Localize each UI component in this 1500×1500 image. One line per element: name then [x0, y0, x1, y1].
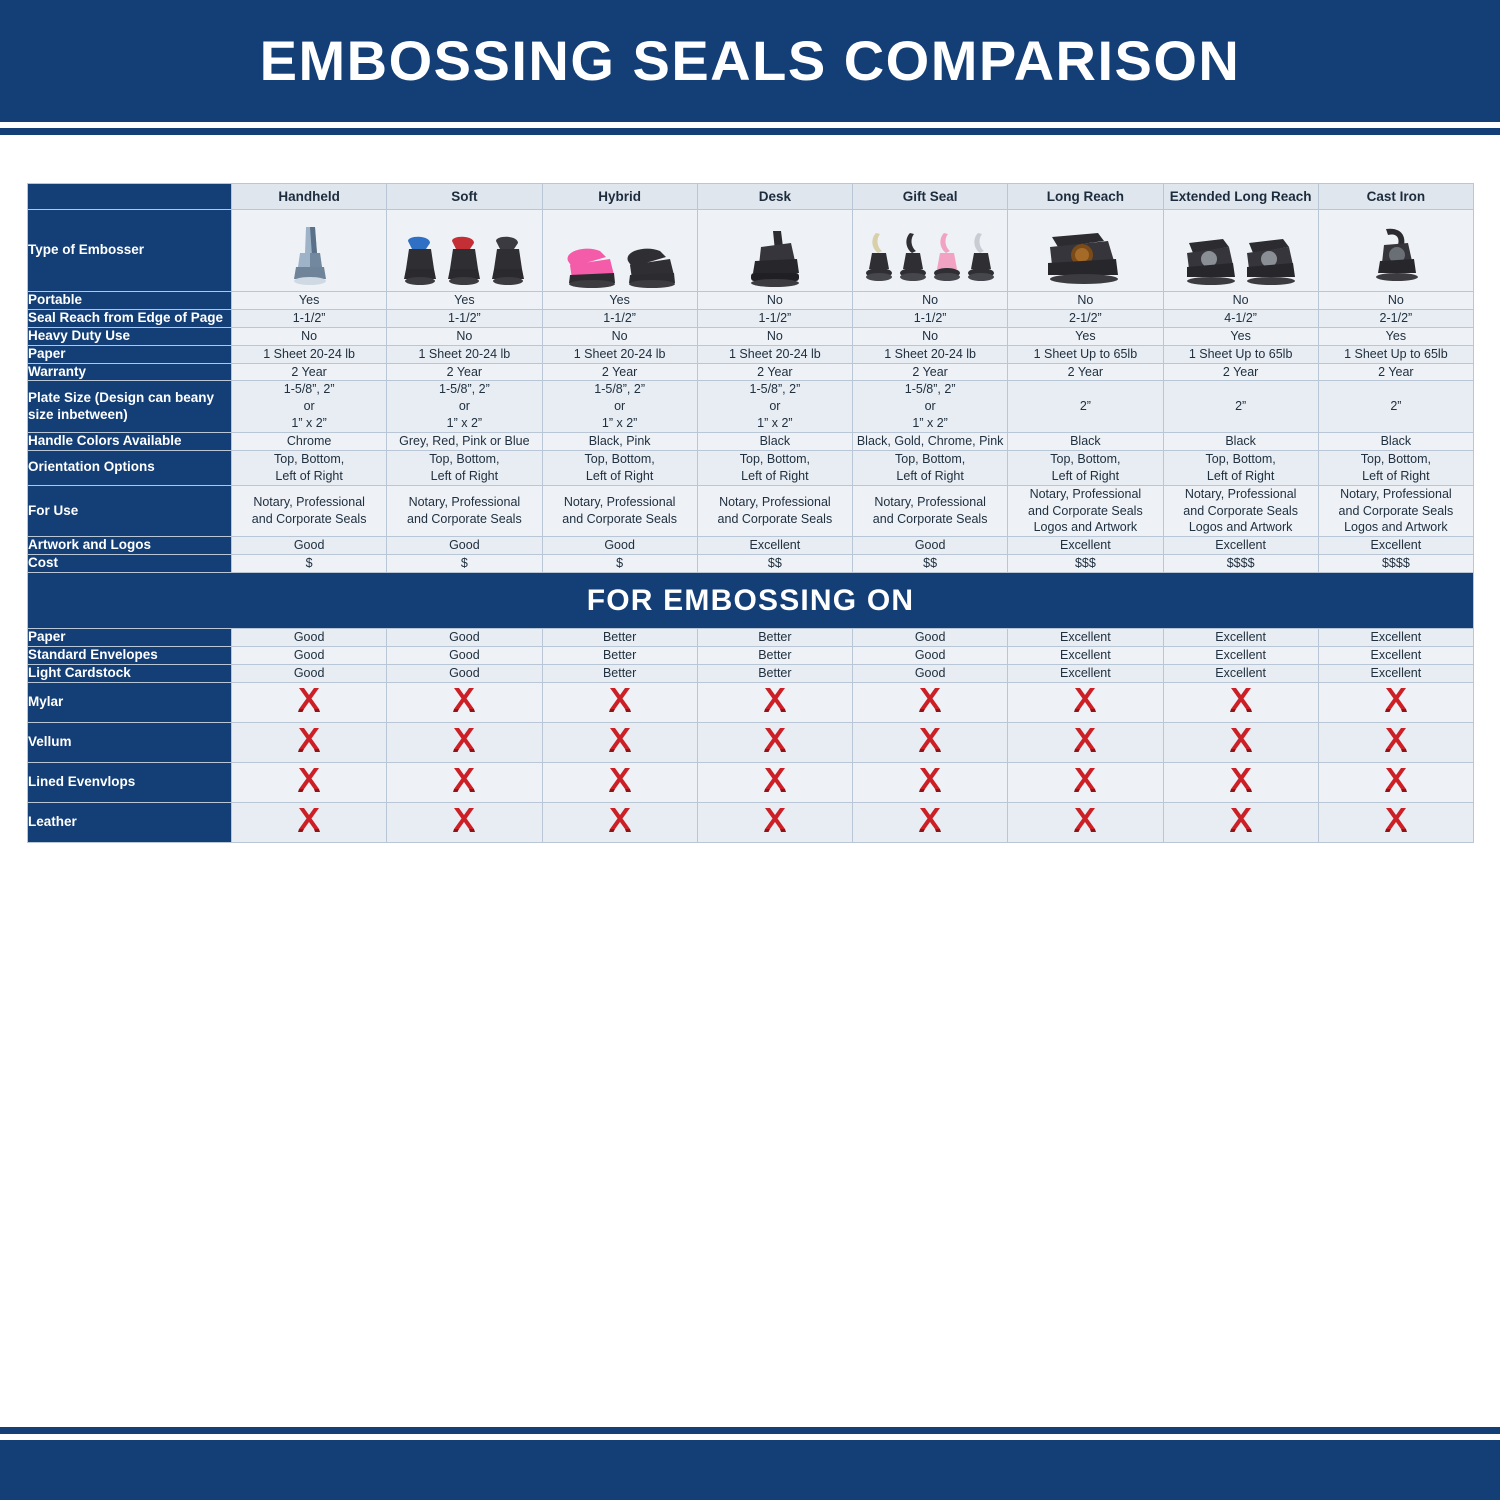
table-row — [28, 485, 1474, 537]
row-label: Mylar — [28, 682, 232, 722]
embosser-image-cell — [1318, 210, 1473, 292]
data-cell: Excellent — [1008, 537, 1163, 555]
embosser-image-cell — [1008, 210, 1163, 292]
x-mark-icon — [1072, 767, 1098, 793]
not-supported-cell — [853, 722, 1008, 762]
x-mark-icon — [1072, 727, 1098, 753]
x-mark-icon — [451, 727, 477, 753]
not-supported-cell — [1318, 722, 1473, 762]
data-cell: Top, Bottom, Left of Right — [697, 450, 852, 485]
data-cell: 1 Sheet 20-24 lb — [542, 345, 697, 363]
data-cell: Yes — [232, 292, 387, 310]
row-label: Portable — [28, 292, 232, 310]
x-mark-icon — [296, 807, 322, 833]
data-cell: 2 Year — [1318, 363, 1473, 381]
data-cell: 1-1/2” — [697, 309, 852, 327]
table-row — [28, 555, 1474, 573]
data-cell: No — [697, 327, 852, 345]
data-cell: Good — [387, 629, 542, 647]
row-label: Light Cardstock — [28, 664, 232, 682]
data-cell: $ — [387, 555, 542, 573]
data-cell: Notary, Professional and Corporate Seals — [232, 485, 387, 537]
cast-iron-embosser-illustration — [1319, 213, 1473, 289]
x-mark-icon — [1072, 807, 1098, 833]
data-cell: 2” — [1163, 381, 1318, 433]
x-mark-icon — [1228, 687, 1254, 713]
embosser-image-cell — [853, 210, 1008, 292]
data-cell: Top, Bottom, Left of Right — [1163, 450, 1318, 485]
not-supported-cell — [697, 762, 852, 802]
table-row — [28, 381, 1474, 433]
table-row — [28, 664, 1474, 682]
data-cell: Good — [853, 537, 1008, 555]
data-cell: 2 Year — [232, 363, 387, 381]
data-cell: 2” — [1318, 381, 1473, 433]
data-cell: Excellent — [1318, 664, 1473, 682]
data-cell: Notary, Professional and Corporate Seals — [853, 485, 1008, 537]
row-label: For Use — [28, 485, 232, 537]
footer-divider — [0, 1427, 1500, 1434]
data-cell: Top, Bottom, Left of Right — [232, 450, 387, 485]
data-cell: 1 Sheet Up to 65lb — [1318, 345, 1473, 363]
data-cell: $$$$ — [1163, 555, 1318, 573]
data-cell: Top, Bottom, Left of Right — [1008, 450, 1163, 485]
data-cell: 1-1/2” — [387, 309, 542, 327]
data-cell: Notary, Professional and Corporate Seals — [387, 485, 542, 537]
not-supported-cell — [853, 682, 1008, 722]
x-mark-icon — [607, 727, 633, 753]
not-supported-cell — [542, 682, 697, 722]
row-label: Seal Reach from Edge of Page — [28, 309, 232, 327]
data-cell: No — [1318, 292, 1473, 310]
row-label: Leather — [28, 802, 232, 842]
page-header — [0, 0, 1500, 122]
not-supported-cell — [853, 762, 1008, 802]
not-supported-cell — [1163, 682, 1318, 722]
not-supported-cell — [1318, 762, 1473, 802]
not-supported-cell — [1008, 682, 1163, 722]
data-cell: 1 Sheet Up to 65lb — [1008, 345, 1163, 363]
data-cell: Notary, Professional and Corporate Seals — [697, 485, 852, 537]
x-mark-icon — [762, 687, 788, 713]
x-mark-icon — [1228, 767, 1254, 793]
data-cell: Good — [232, 537, 387, 555]
x-mark-icon — [296, 767, 322, 793]
comparison-table-wrap — [27, 183, 1473, 843]
data-cell: Top, Bottom, Left of Right — [853, 450, 1008, 485]
data-cell: 1-5/8”, 2” or 1” x 2” — [387, 381, 542, 433]
data-cell: 1 Sheet 20-24 lb — [697, 345, 852, 363]
not-supported-cell — [387, 762, 542, 802]
embosser-image-cell — [387, 210, 542, 292]
x-mark-icon — [296, 687, 322, 713]
embosser-image-cell — [542, 210, 697, 292]
data-cell: $$$$ — [1318, 555, 1473, 573]
column-header-6: Extended Long Reach — [1163, 184, 1318, 210]
row-label: Handle Colors Available — [28, 433, 232, 451]
column-header-0: Handheld — [232, 184, 387, 210]
data-cell: Excellent — [1318, 537, 1473, 555]
data-cell: Top, Bottom, Left of Right — [387, 450, 542, 485]
embosser-image-cell — [697, 210, 852, 292]
row-label: Warranty — [28, 363, 232, 381]
data-cell: Black — [1318, 433, 1473, 451]
x-mark-icon — [762, 807, 788, 833]
data-cell: Good — [232, 646, 387, 664]
not-supported-cell — [232, 802, 387, 842]
x-mark-icon — [1383, 727, 1409, 753]
data-cell: Good — [387, 664, 542, 682]
not-supported-cell — [1163, 802, 1318, 842]
extended-long-reach-embosser-illustration — [1164, 213, 1318, 289]
not-supported-cell — [697, 802, 852, 842]
section-banner: FOR EMBOSSING ON — [28, 573, 1474, 629]
data-cell: Black — [1163, 433, 1318, 451]
data-cell: Better — [542, 646, 697, 664]
table-row — [28, 722, 1474, 762]
data-cell: Grey, Red, Pink or Blue — [387, 433, 542, 451]
data-cell: Yes — [387, 292, 542, 310]
data-cell: $$ — [697, 555, 852, 573]
data-cell: 2 Year — [1163, 363, 1318, 381]
not-supported-cell — [542, 762, 697, 802]
data-cell: $$ — [853, 555, 1008, 573]
header-divider-lower — [0, 128, 1500, 135]
data-cell: Good — [853, 629, 1008, 647]
data-cell: $ — [232, 555, 387, 573]
data-cell: Better — [542, 664, 697, 682]
x-mark-icon — [1383, 767, 1409, 793]
not-supported-cell — [1008, 722, 1163, 762]
data-cell: No — [542, 327, 697, 345]
data-cell: 1-5/8”, 2” or 1” x 2” — [542, 381, 697, 433]
column-header-7: Cast Iron — [1318, 184, 1473, 210]
not-supported-cell — [1008, 762, 1163, 802]
data-cell: Good — [232, 664, 387, 682]
data-cell: 2 Year — [542, 363, 697, 381]
not-supported-cell — [853, 802, 1008, 842]
row-label: Vellum — [28, 722, 232, 762]
data-cell: Excellent — [697, 537, 852, 555]
hybrid-embosser-illustration — [543, 213, 697, 289]
embosser-image-cell — [232, 210, 387, 292]
data-cell: 1 Sheet 20-24 lb — [853, 345, 1008, 363]
table-row — [28, 363, 1474, 381]
not-supported-cell — [697, 722, 852, 762]
not-supported-cell — [387, 722, 542, 762]
data-cell: Black — [697, 433, 852, 451]
not-supported-cell — [697, 682, 852, 722]
table-row — [28, 646, 1474, 664]
data-cell: Excellent — [1163, 629, 1318, 647]
x-mark-icon — [1383, 807, 1409, 833]
table-row — [28, 327, 1474, 345]
data-cell: 2-1/2” — [1318, 309, 1473, 327]
x-mark-icon — [1228, 727, 1254, 753]
column-header-3: Desk — [697, 184, 852, 210]
data-cell: Yes — [542, 292, 697, 310]
not-supported-cell — [1163, 762, 1318, 802]
x-mark-icon — [607, 687, 633, 713]
data-cell: Better — [697, 629, 852, 647]
data-cell: Excellent — [1008, 629, 1163, 647]
table-row — [28, 210, 1474, 292]
row-label: Paper — [28, 345, 232, 363]
x-mark-icon — [1383, 687, 1409, 713]
data-cell: Excellent — [1008, 646, 1163, 664]
table-row — [28, 682, 1474, 722]
data-cell: Better — [697, 646, 852, 664]
data-cell: 2-1/2” — [1008, 309, 1163, 327]
comparison-table-body — [28, 184, 1474, 843]
data-cell: 1 Sheet Up to 65lb — [1163, 345, 1318, 363]
page-title: EMBOSSING SEALS COMPARISON — [259, 29, 1241, 92]
x-mark-icon — [607, 767, 633, 793]
data-cell: $ — [542, 555, 697, 573]
data-cell: Notary, Professional and Corporate Seals Logos and Artwork — [1163, 485, 1318, 537]
data-cell: Better — [542, 629, 697, 647]
data-cell: 2 Year — [853, 363, 1008, 381]
not-supported-cell — [232, 722, 387, 762]
data-cell: Black, Gold, Chrome, Pink — [853, 433, 1008, 451]
x-mark-icon — [1072, 687, 1098, 713]
column-header-5: Long Reach — [1008, 184, 1163, 210]
not-supported-cell — [542, 802, 697, 842]
row-label: Lined Evenvlops — [28, 762, 232, 802]
x-mark-icon — [451, 687, 477, 713]
data-cell: 1-1/2” — [542, 309, 697, 327]
data-cell: Yes — [1318, 327, 1473, 345]
x-mark-icon — [607, 807, 633, 833]
table-row — [28, 762, 1474, 802]
table-header-row — [28, 184, 1474, 210]
x-mark-icon — [762, 727, 788, 753]
data-cell: Black, Pink — [542, 433, 697, 451]
x-mark-icon — [917, 687, 943, 713]
x-mark-icon — [451, 807, 477, 833]
data-cell: 4-1/2” — [1163, 309, 1318, 327]
data-cell: Black — [1008, 433, 1163, 451]
data-cell: Excellent — [1163, 664, 1318, 682]
data-cell: No — [853, 327, 1008, 345]
not-supported-cell — [1008, 802, 1163, 842]
data-cell: 1-1/2” — [853, 309, 1008, 327]
not-supported-cell — [1318, 802, 1473, 842]
data-cell: Good — [542, 537, 697, 555]
row-label: Orientation Options — [28, 450, 232, 485]
data-cell: No — [387, 327, 542, 345]
data-cell: Excellent — [1318, 629, 1473, 647]
row-label: Cost — [28, 555, 232, 573]
data-cell: Good — [387, 646, 542, 664]
data-cell: No — [1008, 292, 1163, 310]
data-cell: Good — [853, 646, 1008, 664]
data-cell: No — [697, 292, 852, 310]
data-cell: Notary, Professional and Corporate Seals — [542, 485, 697, 537]
x-mark-icon — [1228, 807, 1254, 833]
x-mark-icon — [762, 767, 788, 793]
table-row — [28, 802, 1474, 842]
column-header-4: Gift Seal — [853, 184, 1008, 210]
row-label: Standard Envelopes — [28, 646, 232, 664]
row-label: Paper — [28, 629, 232, 647]
table-row — [28, 309, 1474, 327]
not-supported-cell — [232, 682, 387, 722]
gift-seal-embosser-illustration — [853, 213, 1007, 289]
data-cell: Excellent — [1163, 537, 1318, 555]
desk-embosser-illustration — [698, 213, 852, 289]
x-mark-icon — [917, 767, 943, 793]
data-cell: Excellent — [1163, 646, 1318, 664]
data-cell: Better — [697, 664, 852, 682]
data-cell: Yes — [1163, 327, 1318, 345]
not-supported-cell — [1318, 682, 1473, 722]
embosser-image-cell — [1163, 210, 1318, 292]
data-cell: Top, Bottom, Left of Right — [1318, 450, 1473, 485]
table-row — [28, 537, 1474, 555]
data-cell: 2 Year — [1008, 363, 1163, 381]
data-cell: 1 Sheet 20-24 lb — [232, 345, 387, 363]
data-cell: Excellent — [1008, 664, 1163, 682]
data-cell: Excellent — [1318, 646, 1473, 664]
data-cell: $$$ — [1008, 555, 1163, 573]
not-supported-cell — [232, 762, 387, 802]
not-supported-cell — [387, 802, 542, 842]
data-cell: Notary, Professional and Corporate Seals Logos and Artwork — [1318, 485, 1473, 537]
data-cell: 1-5/8”, 2” or 1” x 2” — [232, 381, 387, 433]
data-cell: 2 Year — [697, 363, 852, 381]
data-cell: Good — [387, 537, 542, 555]
data-cell: 1-5/8”, 2” or 1” x 2” — [853, 381, 1008, 433]
data-cell: 1-5/8”, 2” or 1” x 2” — [697, 381, 852, 433]
not-supported-cell — [542, 722, 697, 762]
table-row — [28, 629, 1474, 647]
data-cell: 1 Sheet 20-24 lb — [387, 345, 542, 363]
row-label: Heavy Duty Use — [28, 327, 232, 345]
page-footer — [0, 1440, 1500, 1500]
data-cell: No — [1163, 292, 1318, 310]
data-cell: Notary, Professional and Corporate Seals Logos and Artwork — [1008, 485, 1163, 537]
data-cell: Top, Bottom, Left of Right — [542, 450, 697, 485]
column-header-2: Hybrid — [542, 184, 697, 210]
row-label: Artwork and Logos — [28, 537, 232, 555]
data-cell: 2 Year — [387, 363, 542, 381]
table-row — [28, 450, 1474, 485]
column-header-1: Soft — [387, 184, 542, 210]
not-supported-cell — [387, 682, 542, 722]
data-cell: No — [853, 292, 1008, 310]
row-label: Plate Size (Design can beany size inbetween) — [28, 381, 232, 433]
soft-embosser-illustration — [387, 213, 541, 289]
data-cell: Good — [853, 664, 1008, 682]
data-cell: 2” — [1008, 381, 1163, 433]
not-supported-cell — [1163, 722, 1318, 762]
table-row — [28, 345, 1474, 363]
table-row — [28, 433, 1474, 451]
data-cell: Yes — [1008, 327, 1163, 345]
x-mark-icon — [451, 767, 477, 793]
x-mark-icon — [917, 727, 943, 753]
table-row — [28, 292, 1474, 310]
comparison-table — [27, 183, 1474, 843]
data-cell: Good — [232, 629, 387, 647]
data-cell: Chrome — [232, 433, 387, 451]
data-cell: 1-1/2” — [232, 309, 387, 327]
section-banner-row — [28, 573, 1474, 629]
x-mark-icon — [296, 727, 322, 753]
row-label: Type of Embosser — [28, 210, 232, 292]
data-cell: No — [232, 327, 387, 345]
x-mark-icon — [917, 807, 943, 833]
handheld-embosser-illustration — [232, 213, 386, 289]
table-corner-cell — [28, 184, 232, 210]
long-reach-embosser-illustration — [1008, 213, 1162, 289]
